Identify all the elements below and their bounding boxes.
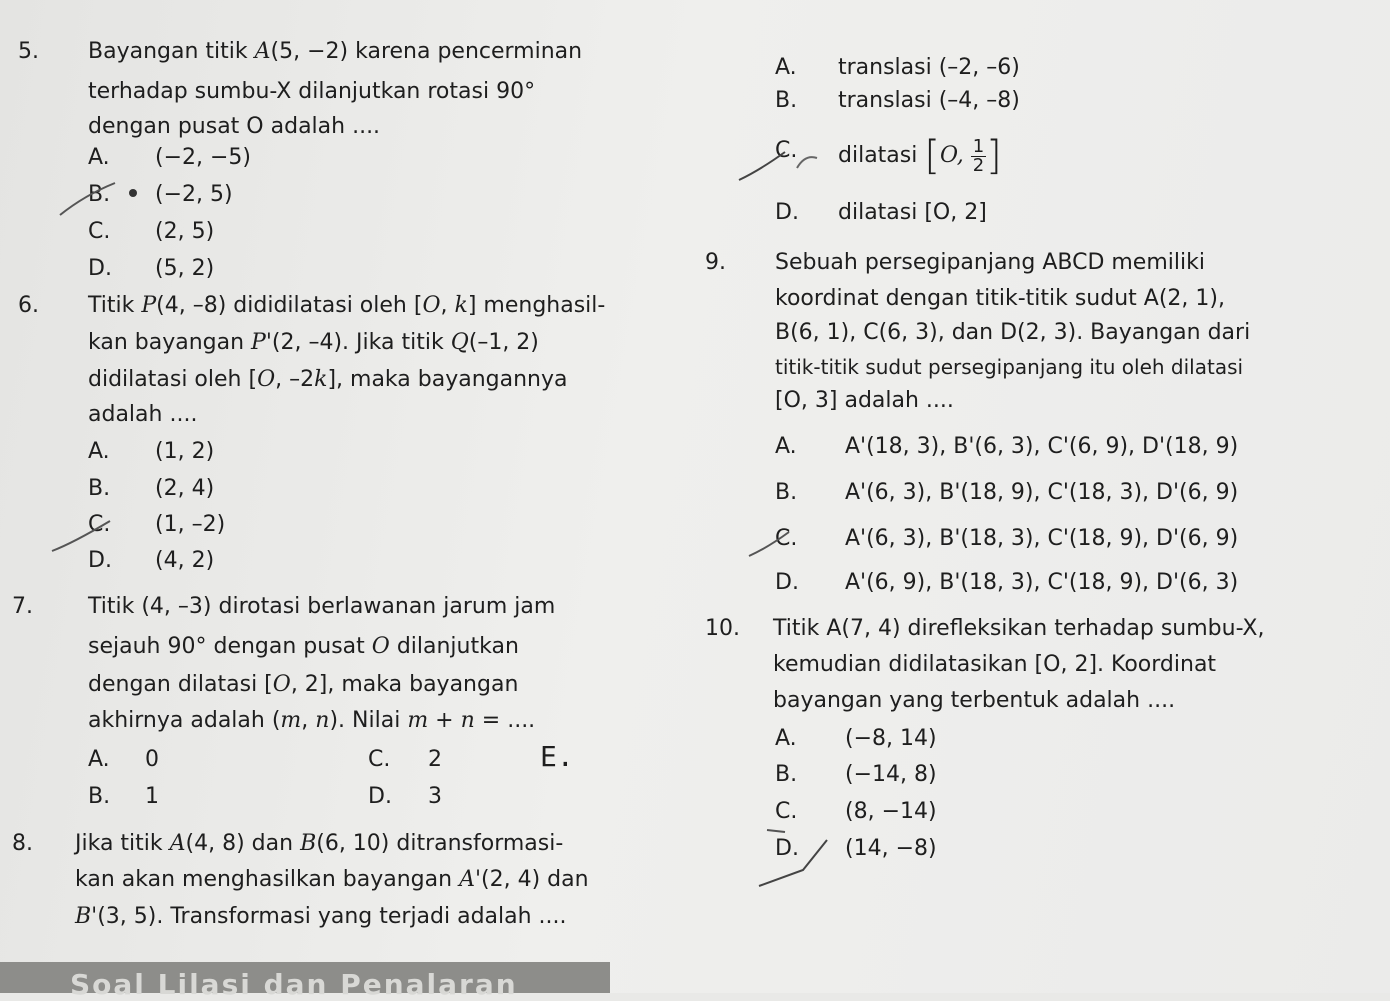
q10-option-d-text: (14, −8) [845,836,937,861]
q7-line-4: akhirnya adalah (m, n). Nilai m + n = .... [88,708,536,733]
pencil-mark-icon [735,140,825,185]
q9-option-b-text: A'(6, 3), B'(18, 9), C'(18, 3), D'(6, 9) [845,480,1239,505]
q6-line-2: kan bayangan P'(2, –4). Jika titik Q(–1, 2) [88,330,539,355]
q8-option-c-text: dilatasi [O, $\frac{1}{2}$ ] [838,133,1002,179]
next-section-heading: Soal Lilasi dan Penalaran [0,962,610,993]
q9-option-a-text: A'(18, 3), B'(6, 3), C'(6, 9), D'(18, 9) [845,434,1239,459]
q9-line-4: titik-titik sudut persegipanjang itu oleh dilatasi [775,355,1244,379]
q9-line-1: Sebuah persegipanjang ABCD memiliki [775,250,1205,275]
q9-line-3: B(6, 1), C(6, 3), dan D(2, 3). Bayangan dari [775,320,1251,345]
pencil-mark-icon [745,520,825,560]
q9-option-a-label[interactable]: A. [775,434,797,459]
q7-option-d-text: 3 [428,784,442,809]
q6-line-1: Titik P(4, –8) dididilatasi oleh [O, k] menghasil- [88,293,606,318]
q7-option-a-text: 0 [145,747,159,772]
q8-option-c-label[interactable]: C. [775,138,798,163]
q7-option-b-text: 1 [145,784,159,809]
q7-option-a-label[interactable]: A. [88,747,110,772]
q6-number: 6. [18,293,39,318]
q8-option-d-label[interactable]: D. [775,200,799,225]
q9-option-d-label[interactable]: D. [775,570,799,595]
q5-option-a-text: (−2, −5) [155,145,252,170]
q6-option-c-text: (1, –2) [155,512,226,537]
q5-option-d-label[interactable]: D. [88,256,112,281]
q6-option-a-text: (1, 2) [155,439,215,464]
q8-option-b-text: translasi (–4, –8) [838,88,1020,113]
q5-line-2: terhadap sumbu-X dilanjutkan rotasi 90° [88,79,536,104]
q10-option-d-label[interactable]: D. [775,836,799,861]
q5-line-3: dengan pusat O adalah .... [88,114,381,139]
q5-option-b-label[interactable]: B. [88,182,111,207]
q10-option-b-text: (−14, 8) [845,762,937,787]
q6-line-3: didilatasi oleh [O, –2k], maka bayangannya [88,367,568,392]
q5-option-a-label[interactable]: A. [88,145,110,170]
pencil-mark-icon [48,515,118,555]
q7-option-b-label[interactable]: B. [88,784,111,809]
q5-number: 5. [18,39,39,64]
q5-option-c-text: (2, 5) [155,219,215,244]
q5-option-d-text: (5, 2) [155,256,215,281]
q7-option-c-text: 2 [428,747,442,772]
q7-number: 7. [12,594,33,619]
q6-option-b-text: (2, 4) [155,476,215,501]
q10-option-a-text: (−8, 14) [845,726,937,751]
q9-line-2: koordinat dengan titik-titik sudut A(2, 1), [775,286,1225,311]
q6-option-d-label[interactable]: D. [88,548,112,573]
q9-line-5: [O, 3] adalah .... [775,388,954,413]
q7-line-3: dengan dilatasi [O, 2], maka bayangan [88,672,519,697]
q6-option-a-label[interactable]: A. [88,439,110,464]
q10-option-c-label[interactable]: C. [775,799,798,824]
q8-line-3: B'(3, 5). Transformasi yang terjadi adalah .... [75,904,567,929]
q9-option-c-label[interactable]: C. [775,526,798,551]
q6-option-d-text: (4, 2) [155,548,215,573]
q8-number: 8. [12,831,33,856]
q7-option-d-label[interactable]: D. [368,784,392,809]
q7-line-1: Titik (4, –3) dirotasi berlawanan jarum jam [88,594,556,619]
q7-line-2: sejauh 90° dengan pusat O dilanjutkan [88,634,519,659]
q6-option-b-label[interactable]: B. [88,476,111,501]
q10-option-a-label[interactable]: A. [775,726,797,751]
q10-line-1: Titik A(7, 4) direfleksikan terhadap sumbu-X, [773,616,1265,641]
q8-option-a-text: translasi (–2, –6) [838,55,1020,80]
q9-option-d-text: A'(6, 9), B'(18, 3), C'(18, 9), D'(6, 3) [845,570,1239,595]
pencil-mark-icon [755,800,835,890]
q5-line-1: Bayangan titik A(5, −2) karena pencerminan [88,39,583,64]
q10-line-3: bayangan yang terbentuk adalah .... [773,688,1176,713]
q9-number: 9. [705,250,726,275]
q10-option-b-label[interactable]: B. [775,762,798,787]
q6-option-c-label[interactable]: C. [88,512,111,537]
q8-line-1: Jika titik A(4, 8) dan B(6, 10) ditransformasi- [75,831,564,856]
q8-option-b-label[interactable]: B. [775,88,798,113]
q10-option-c-text: (8, −14) [845,799,937,824]
pencil-mark-icon [55,175,150,220]
q10-line-2: kemudian didilatasikan [O, 2]. Koordinat [773,652,1217,677]
q7-handwritten-answer: E. [540,740,574,773]
q6-line-4: adalah .... [88,402,198,427]
q8-option-a-label[interactable]: A. [775,55,797,80]
q8-line-2: kan akan menghasilkan bayangan A'(2, 4) dan [75,867,589,892]
q9-option-c-text: A'(6, 3), B'(18, 3), C'(18, 9), D'(6, 9) [845,526,1239,551]
q10-number: 10. [705,616,740,641]
q7-option-c-label[interactable]: C. [368,747,391,772]
q5-option-b-text: (−2, 5) [155,182,233,207]
q5-option-c-label[interactable]: C. [88,219,111,244]
q9-option-b-label[interactable]: B. [775,480,798,505]
q8-option-d-text: dilatasi [O, 2] [838,200,987,225]
